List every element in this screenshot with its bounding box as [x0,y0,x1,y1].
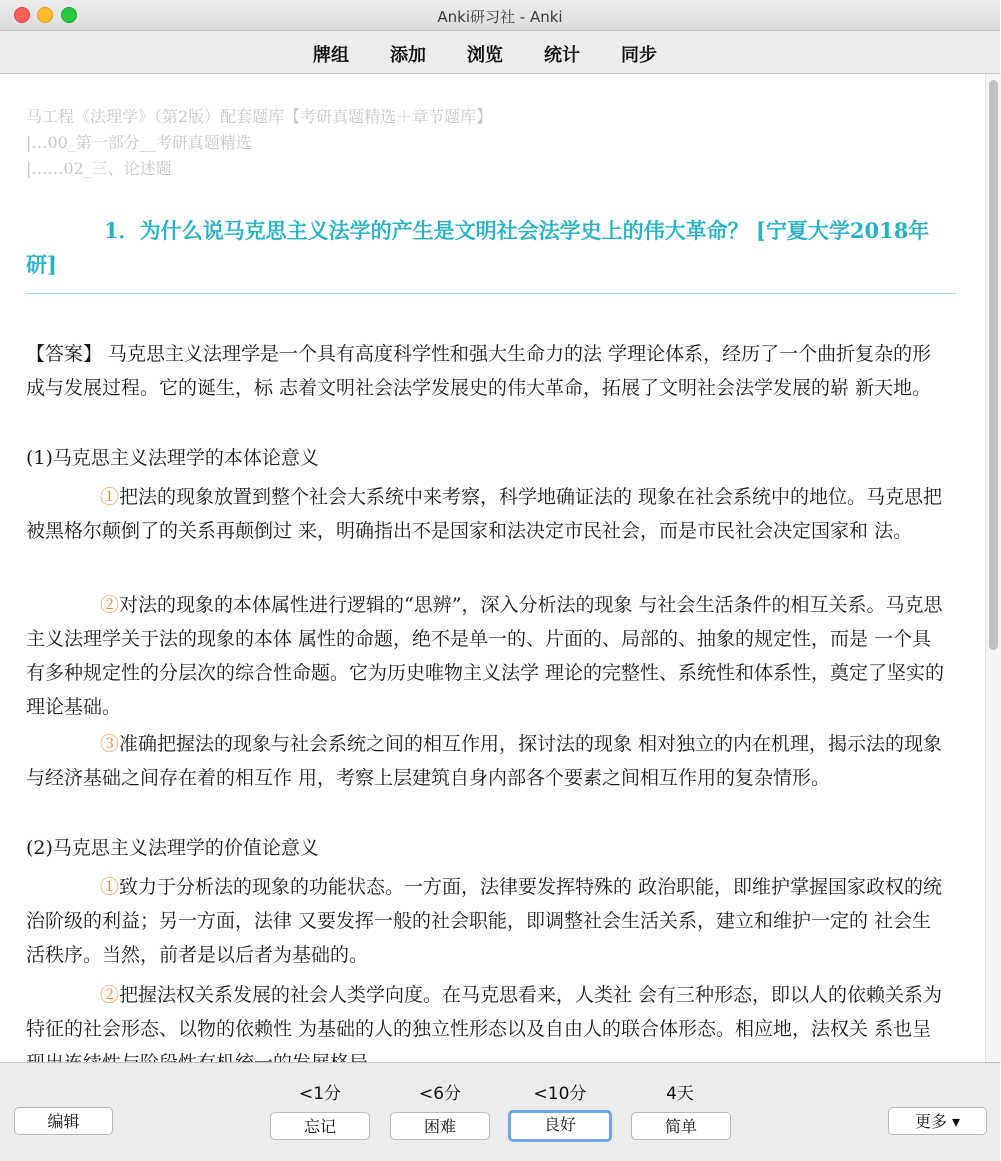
easy-button[interactable]: 简单 [631,1112,731,1140]
easy-interval: 4天 [666,1084,694,1104]
sync-menu-item[interactable]: 同步 [621,45,657,66]
edit-button[interactable]: 编辑 [14,1107,113,1135]
decks-menu-item[interactable]: 牌组 [313,45,349,66]
answer-paragraph [26,480,946,548]
section-heading-2: (2)马克思主义法理学的价值论意义 [26,837,319,859]
title-bar [0,0,1000,31]
circled-number: ① [100,486,120,508]
good-button[interactable]: 良好 [508,1110,612,1142]
section-heading-1: (1)马克思主义法理学的本体论意义 [26,447,319,469]
question-divider [26,293,956,294]
paragraph-text: 对法的现象的本体属性进行逻辑的“思辨”，深入分析法的现象 与社会生活条件的相互关系。马克思主义法理学关于法的现象的本体 属性的命题，绝不是单一的、片面的、局部的、抽象的规定性，而是 一个具有多种规定性的分层次的综合性命题。它为历史唯物主义法学 理论的完整性、系统性和体系性，奠定了坚实的理论基础。 [26,594,945,718]
paragraph-text: 准确把握法的现象与社会系统之间的相互作用，探讨法的现象 相对独立的内在机理，揭示法的现象与经济基础之间存在着的相互作 用，考察上层建筑自身内部各个要素之间相互作用的复杂情形。 [26,733,943,789]
again-interval: <1分 [298,1084,342,1104]
circled-number: ② [100,594,120,616]
answer-intro: 【答案】 马克思主义法理学是一个具有高度科学性和强大生命力的法 学理论体系，经历了一个曲折复杂的形成与发展过程。它的诞生，标 志着文明社会法学发展史的伟大革命，拓展了文明社会法学发展的崭 新天地。 [26,343,932,399]
card-content [0,74,985,1062]
breadcrumb-deck: 马工程《法理学》（第2版）配套题库【考研真题精选＋章节题库】 [26,107,493,126]
hard-button[interactable]: 困难 [390,1112,490,1140]
circled-number: ① [100,876,120,898]
answer-paragraph [26,727,946,795]
good-interval: <10分 [533,1084,587,1104]
again-button[interactable]: 忘记 [270,1112,370,1140]
main-toolbar [0,31,1000,74]
hard-interval: <6分 [418,1084,462,1104]
paragraph-text: 把法的现象放置到整个社会大系统中来考察，科学地确证法的 现象在社会系统中的地位。马克思把被黑格尔颠倒了的关系再颠倒过 来，明确指出不是国家和法决定市民社会，而是市民社会决定国家和 法。 [26,486,943,542]
scrollbar-thumb[interactable] [989,80,998,650]
more-button[interactable]: 更多 ▾ [888,1107,987,1135]
window-title: Anki研习社 - Anki [437,8,563,26]
circled-number: ③ [100,733,120,755]
add-menu-item[interactable]: 添加 [390,45,426,66]
vertical-scrollbar[interactable] [985,74,1001,1062]
review-bar [0,1062,1000,1161]
stats-menu-item[interactable]: 统计 [544,45,580,66]
paragraph-text: 把握法权关系发展的社会人类学向度。在马克思看来，人类社 会有三种形态，即以人的依赖关系为特征的社会形态、以物的依赖性 为基础的人的独立性形态以及自由人的联合体形态。相应地，法权关 系也呈 [26,984,943,1040]
answer-paragraph [26,870,946,972]
circled-number: ② [100,984,120,1006]
browse-menu-item[interactable]: 浏览 [467,45,503,66]
breadcrumb-section: |……02_三、论述题 [26,159,172,178]
question-heading: 1．为什么说马克思主义法学的产生是文明社会法学史上的伟大革命？ [宁夏大学2018年研] [26,218,930,277]
paragraph-text: 致力于分析法的现象的功能状态。一方面，法律要发挥特殊的 政治职能，即维护掌握国家政权的统治阶级的利益；另一方面，法律 又要发挥一般的社会职能，即调整社会生活关系，建立和维护一定的 社会生活秩序。当然，前者是以后者为基础的。 [26,876,943,966]
answer-paragraph [26,588,946,724]
breadcrumb-part: |…00_第一部分__考研真题精选 [26,133,252,152]
